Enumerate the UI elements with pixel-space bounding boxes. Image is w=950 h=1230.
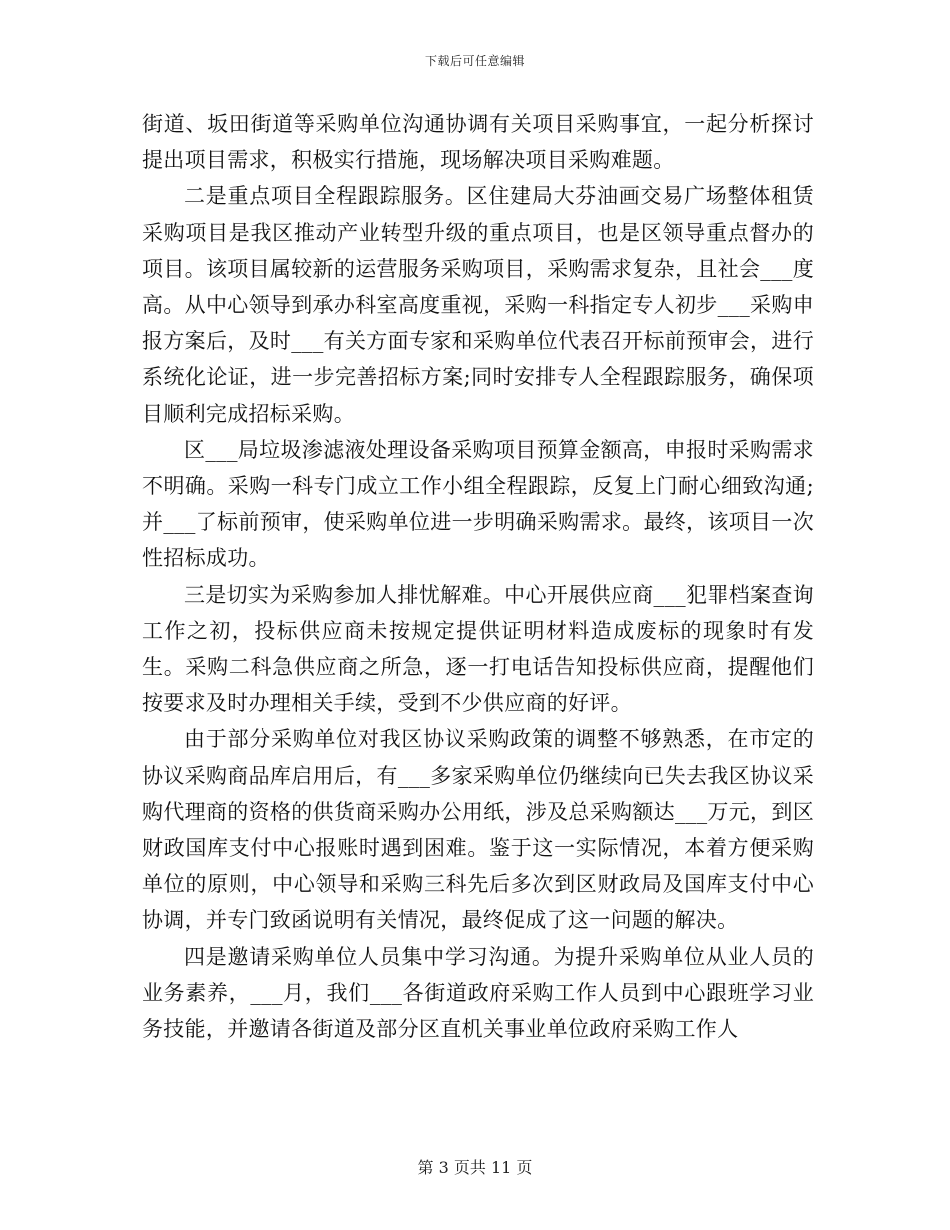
paragraph-4: 三是切实为采购参加人排忧解难。中心开展供应商___犯罪档案查询工作之初，投标供应商未按规定提供证明材料造成废标的现象时有发生。采购二科急供应商之所急，逐一打电话告知投标供应商，提醒他们按要求及时办理相关手续，受到不少供应商的好评。	[142, 582, 814, 716]
paragraph-5: 由于部分采购单位对我区协议采购政策的调整不够熟悉，在市定的协议采购商品库启用后，有___多家采购单位仍继续向已失去我区协议采购代理商的资格的供货商采购办公用纸，涉及总采购额达___万元，到区财政国库支付中心报账时遇到困难。鉴于这一实际情况，本着方便采购单位的原则，中心领导和采购三科先后多次到区财政局及国库支付中心协调，并专门致函说明有关情况，最终促成了这一问题的解决。	[142, 727, 814, 933]
page-header-note: 下载后可任意编辑	[424, 54, 525, 68]
paragraph-6: 四是邀请采购单位人员集中学习沟通。为提升采购单位从业人员的业务素养，___月，我们___各街道政府采购工作人员到中心跟班学习业务技能，并邀请各街道及部分区直机关事业单位政府采购工作人	[142, 944, 814, 1042]
paragraph-1: 街道、坂田街道等采购单位沟通协调有关项目采购事宜，一起分析探讨提出项目需求，积极实行措施，现场解决项目采购难题。	[142, 112, 814, 173]
document-body	[142, 106, 814, 1047]
paragraph-3: 区___局垃圾渗滤液处理设备采购项目预算金额高，申报时采购需求不明确。采购一科专门成立工作小组全程跟踪，反复上门耐心细致沟通;并___了标前预审，使采购单位进一步明确采购需求。最终，该项目一次性招标成功。	[142, 437, 814, 571]
page-number: 第 3 页共 11 页	[417, 1158, 533, 1177]
paragraph-2: 二是重点项目全程跟踪服务。区住建局大芬油画交易广场整体租赁采购项目是我区推动产业转型升级的重点项目，也是区领导重点督办的项目。该项目属较新的运营服务采购项目，采购需求复杂，且社会___度高。从中心领导到承办科室高度重视，采购一科指定专人初步___采购申报方案后，及时___有关方面专家和采购单位代表召开标前预审会，进行系统化论证，进一步完善招标方案;同时安排专人全程跟踪服务，确保项目顺利完成招标采购。	[142, 184, 814, 426]
